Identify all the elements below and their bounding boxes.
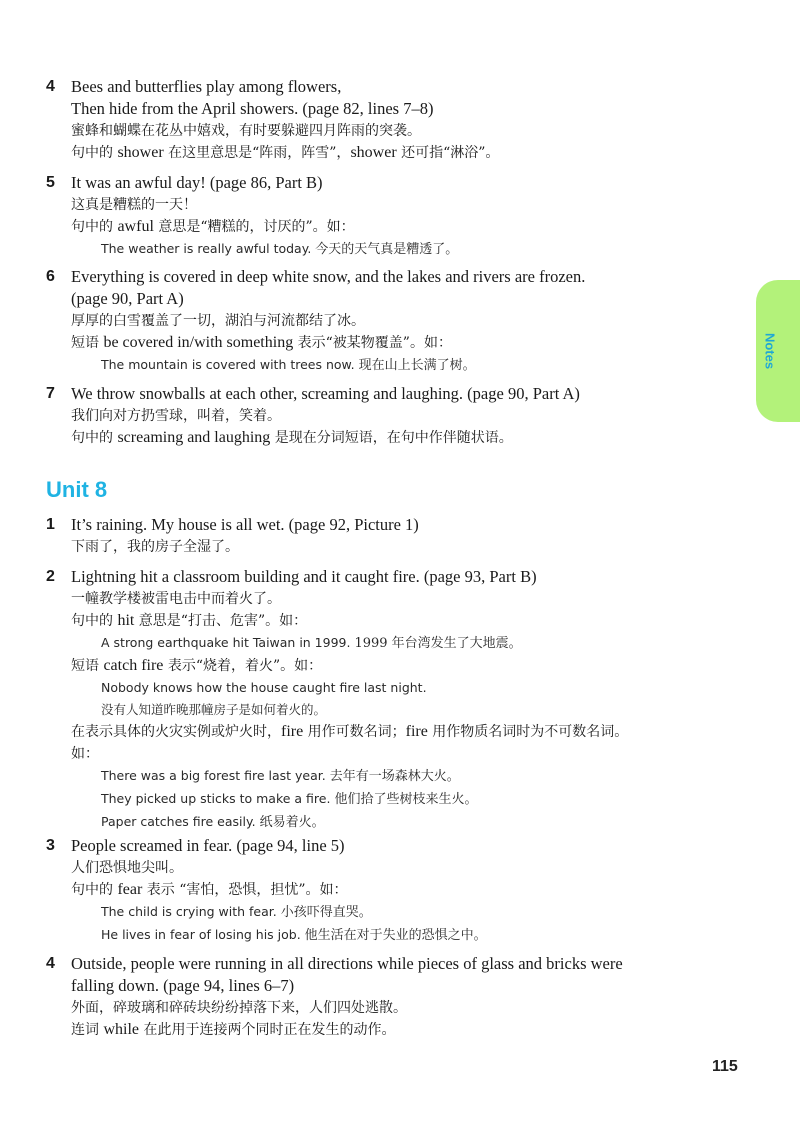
chinese-translation: 人们恐惧地尖叫。: [71, 860, 183, 876]
example-sentence: They picked up sticks to make a fire. 他们拾了些树枝来生火。: [101, 791, 478, 807]
example-sentence: He lives in fear of losing his job. 他生活在对于失业的恐惧之中。: [101, 927, 487, 943]
english-sentence: It’s raining. My house is all wet. (page 92, Picture 1): [71, 515, 419, 534]
example-sentence: The child is crying with fear. 小孩吓得直哭。: [101, 904, 372, 920]
english-sentence: Outside, people were running in all directions while pieces of glass and bricks were: [71, 954, 623, 973]
item-number: 7: [46, 385, 55, 402]
grammar-note: 句中的 screaming and laughing 是现在分词短语，在句中作伴随状语。: [71, 429, 513, 446]
example-sentence: There was a big forest fire last year. 去年有一场森林大火。: [101, 768, 460, 784]
grammar-note: 句中的 awful 意思是“糟糕的，讨厌的”。如：: [71, 218, 355, 235]
note-item-4: [46, 76, 736, 164]
example-translation: 没有人知道昨晚那幢房子是如何着火的。: [101, 702, 327, 717]
note-item-6: [46, 266, 736, 377]
grammar-note: 连词 while 在此用于连接两个同时正在发生的动作。: [71, 1021, 396, 1038]
item-number: 6: [46, 268, 55, 285]
page-number: 115: [712, 1058, 738, 1075]
english-sentence: falling down. (page 94, lines 6–7): [71, 976, 295, 995]
chinese-translation: 下雨了，我的房子全湿了。: [71, 539, 239, 555]
grammar-note: 短语 be covered in/with something 表示“被某物覆盖”。如：: [71, 334, 452, 351]
grammar-note: 短语 catch fire 表示“烧着，着火”。如：: [71, 657, 323, 674]
example-sentence: The weather is really awful today. 今天的天气真是糟透了。: [101, 241, 459, 257]
chinese-translation: 一幢教学楼被雷电击中而着火了。: [71, 591, 281, 607]
english-sentence: Everything is covered in deep white snow, and the lakes and rivers are frozen.: [71, 267, 586, 286]
english-sentence: (page 90, Part A): [71, 289, 184, 308]
english-sentence: Lightning hit a classroom building and it caught fire. (page 93, Part B): [71, 567, 537, 586]
example-sentence: The mountain is covered with trees now. 现在山上长满了树。: [101, 357, 476, 373]
notes-tab-label: Notes: [762, 332, 778, 370]
example-sentence: A strong earthquake hit Taiwan in 1999. 1999 年台湾发生了大地震。: [101, 635, 522, 651]
grammar-note: 在表示具体的火灾实例或炉火时，fire 用作可数名词；fire 用作物质名词时为不可数名词。: [71, 723, 629, 740]
unit8-item-2: [46, 566, 736, 834]
english-sentence: Then hide from the April showers. (page 82, lines 7–8): [71, 99, 434, 118]
chinese-translation: 蜜蜂和蝴蝶在花丛中嬉戏，有时要躲避四月阵雨的突袭。: [71, 123, 421, 139]
unit-heading: Unit 8: [46, 477, 108, 502]
item-number: 4: [46, 955, 55, 972]
item-number: 5: [46, 174, 55, 191]
english-sentence: People screamed in fear. (page 94, line 5): [71, 836, 345, 855]
note-item-7: [46, 383, 736, 449]
item-number: 3: [46, 837, 55, 854]
english-sentence: Bees and butterflies play among flowers,: [71, 77, 342, 96]
unit8-item-4: [46, 953, 736, 1041]
note-item-5: [46, 172, 736, 261]
unit8-item-1: [46, 514, 736, 558]
grammar-note: 句中的 shower 在这里意思是“阵雨，阵雪”，shower 还可指“淋浴”。: [71, 144, 500, 161]
chinese-translation: 厚厚的白雪覆盖了一切，湖泊与河流都结了冰。: [71, 313, 365, 329]
chinese-translation: 我们向对方扔雪球，叫着，笑着。: [71, 408, 281, 424]
english-sentence: We throw snowballs at each other, screaming and laughing. (page 90, Part A): [71, 384, 580, 403]
grammar-note: 句中的 hit 意思是“打击、危害”。如：: [71, 612, 308, 629]
unit8-item-3: [46, 835, 736, 947]
chinese-translation: 这真是糟糕的一天！: [71, 197, 197, 213]
item-number: 4: [46, 78, 55, 95]
item-number: 1: [46, 516, 55, 533]
chinese-translation: 外面，碎玻璃和碎砖块纷纷掉落下来，人们四处逃散。: [71, 1000, 407, 1016]
grammar-note: 句中的 fear 表示 “害怕，恐惧，担忧”。如：: [71, 881, 348, 898]
example-sentence: Nobody knows how the house caught fire last night.: [101, 680, 427, 695]
grammar-note-continuation: 如：: [71, 746, 99, 762]
item-number: 2: [46, 568, 55, 585]
english-sentence: It was an awful day! (page 86, Part B): [71, 173, 323, 192]
example-sentence: Paper catches fire easily. 纸易着火。: [101, 814, 325, 830]
